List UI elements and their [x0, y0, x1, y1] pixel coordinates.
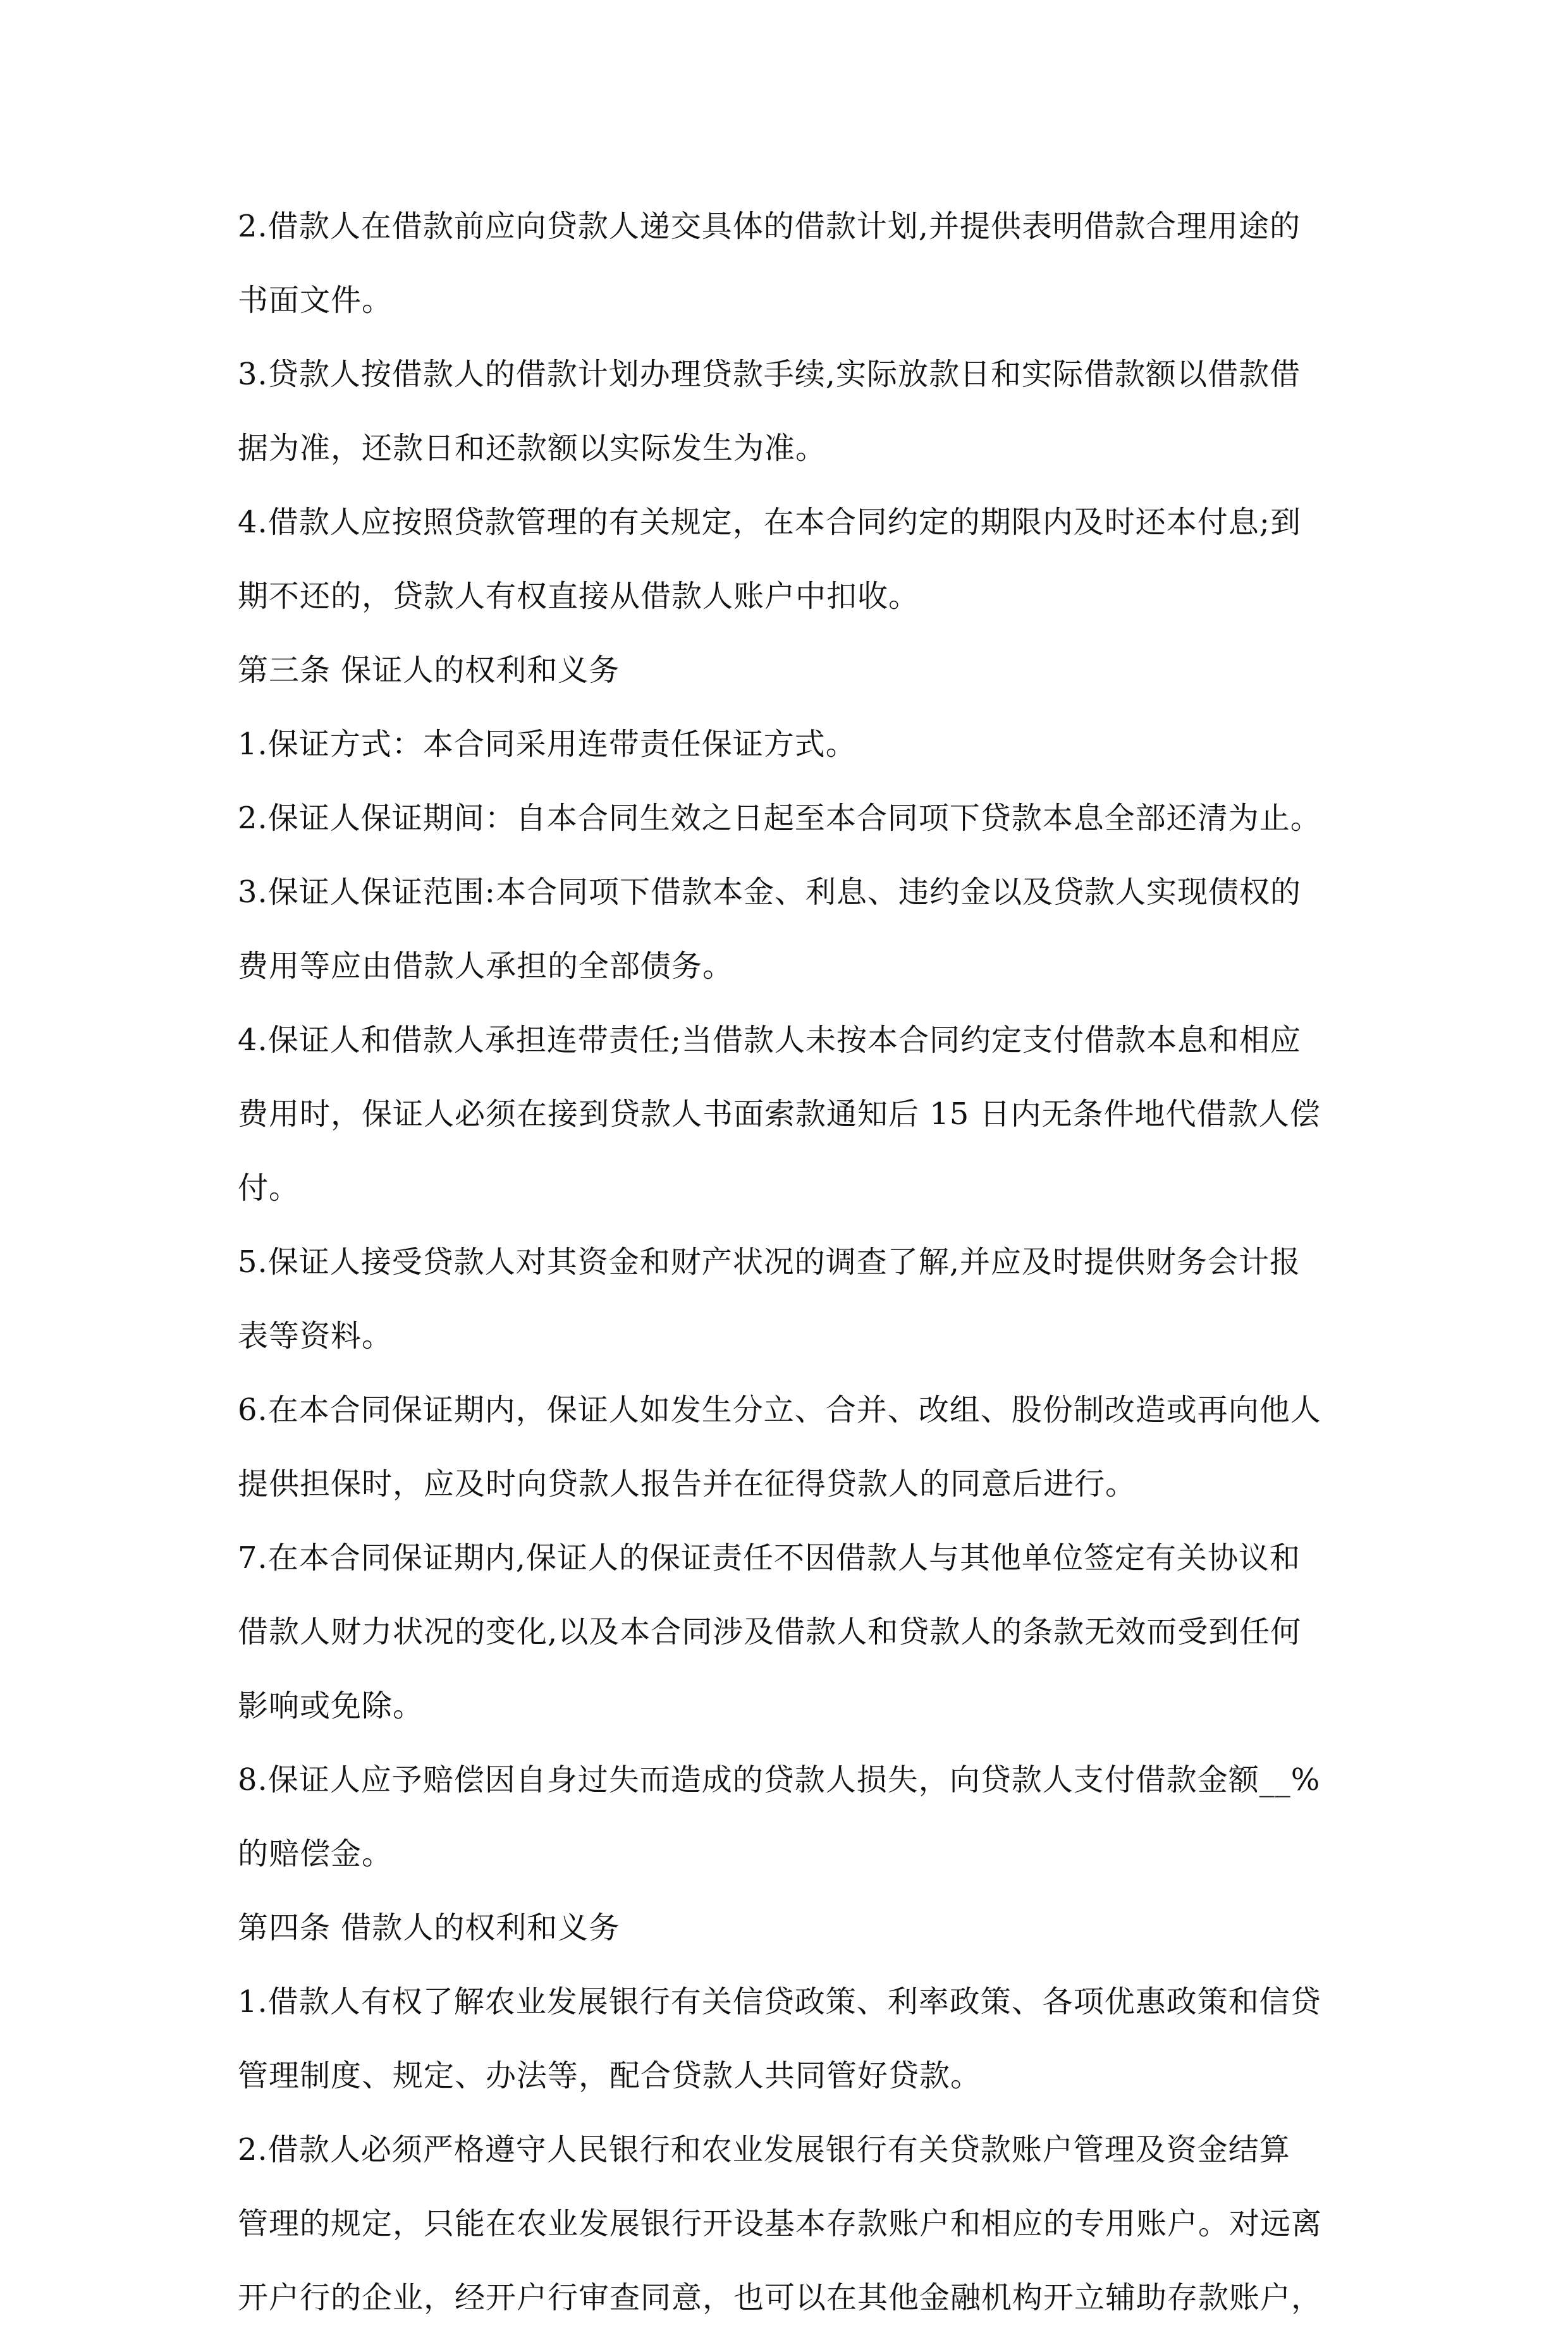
- text-line: 开户行的企业，经开户行审查同意，也可以在其他金融机构开立辅助存款账户，: [238, 2280, 1323, 2315]
- text-line: 表等资料。: [238, 1318, 393, 1354]
- text-line: 3.保证人保证范围:本合同项下借款本金、利息、违约金以及贷款人实现债权的: [238, 874, 1301, 910]
- section-heading: 第三条 保证人的权利和义务: [238, 653, 620, 688]
- text-line: 8.保证人应予赔偿因自身过失而造成的贷款人损失，向贷款人支付借款金额__%: [238, 1762, 1321, 1798]
- text-line: 2.保证人保证期间：自本合同生效之日起至本合同项下贷款本息全部还清为止。: [238, 800, 1321, 836]
- text-line: 借款人财力状况的变化,以及本合同涉及借款人和贷款人的条款无效而受到任何: [238, 1614, 1302, 1650]
- section-heading: 第四条 借款人的权利和义务: [238, 1910, 620, 1946]
- text-line: 管理的规定，只能在农业发展银行开设基本存款账户和相应的专用账户。对远离: [238, 2206, 1323, 2241]
- text-line: 5.保证人接受贷款人对其资金和财产状况的调查了解,并应及时提供财务会计报: [238, 1244, 1301, 1280]
- text-line: 提供担保时，应及时向贷款人报告并在征得贷款人的同意后进行。: [238, 1466, 1137, 1502]
- text-line: 4.借款人应按照贷款管理的有关规定，在本合同约定的期限内及时还本付息;到: [238, 505, 1301, 540]
- document-body: [238, 190, 1357, 2335]
- text-line: 的赔偿金。: [238, 1836, 393, 1872]
- text-line: 费用等应由借款人承担的全部债务。: [238, 948, 734, 984]
- text-line: 7.在本合同保证期内,保证人的保证责任不因借款人与其他单位签定有关协议和: [238, 1540, 1301, 1576]
- text-line: 付。: [238, 1170, 300, 1206]
- text-line: 影响或免除。: [238, 1688, 424, 1724]
- text-line: 1.借款人有权了解农业发展银行有关信贷政策、利率政策、各项优惠政策和信贷: [238, 1984, 1321, 2019]
- text-line: 6.在本合同保证期内，保证人如发生分立、合并、改组、股份制改造或再向他人: [238, 1392, 1321, 1428]
- text-line: 2.借款人在借款前应向贷款人递交具体的借款计划,并提供表明借款合理用途的: [238, 209, 1301, 244]
- text-line: 2.借款人必须严格遵守人民银行和农业发展银行有关贷款账户管理及资金结算: [238, 2132, 1290, 2167]
- text-line: 费用时，保证人必须在接到贷款人书面索款通知后 15 日内无条件地代借款人偿: [238, 1096, 1321, 1132]
- text-line: 1.保证方式：本合同采用连带责任保证方式。: [238, 726, 857, 762]
- text-line: 期不还的，贷款人有权直接从借款人账户中扣收。: [238, 579, 920, 614]
- text-line: 据为准，还款日和还款额以实际发生为准。: [238, 431, 827, 466]
- text-line: 3.贷款人按借款人的借款计划办理贷款手续,实际放款日和实际借款额以借款借: [238, 357, 1301, 392]
- text-line: 管理制度、规定、办法等，配合贷款人共同管好贷款。: [238, 2058, 982, 2093]
- text-line: 4.保证人和借款人承担连带责任;当借款人未按本合同约定支付借款本息和相应: [238, 1022, 1301, 1058]
- text-line: 书面文件。: [238, 283, 393, 318]
